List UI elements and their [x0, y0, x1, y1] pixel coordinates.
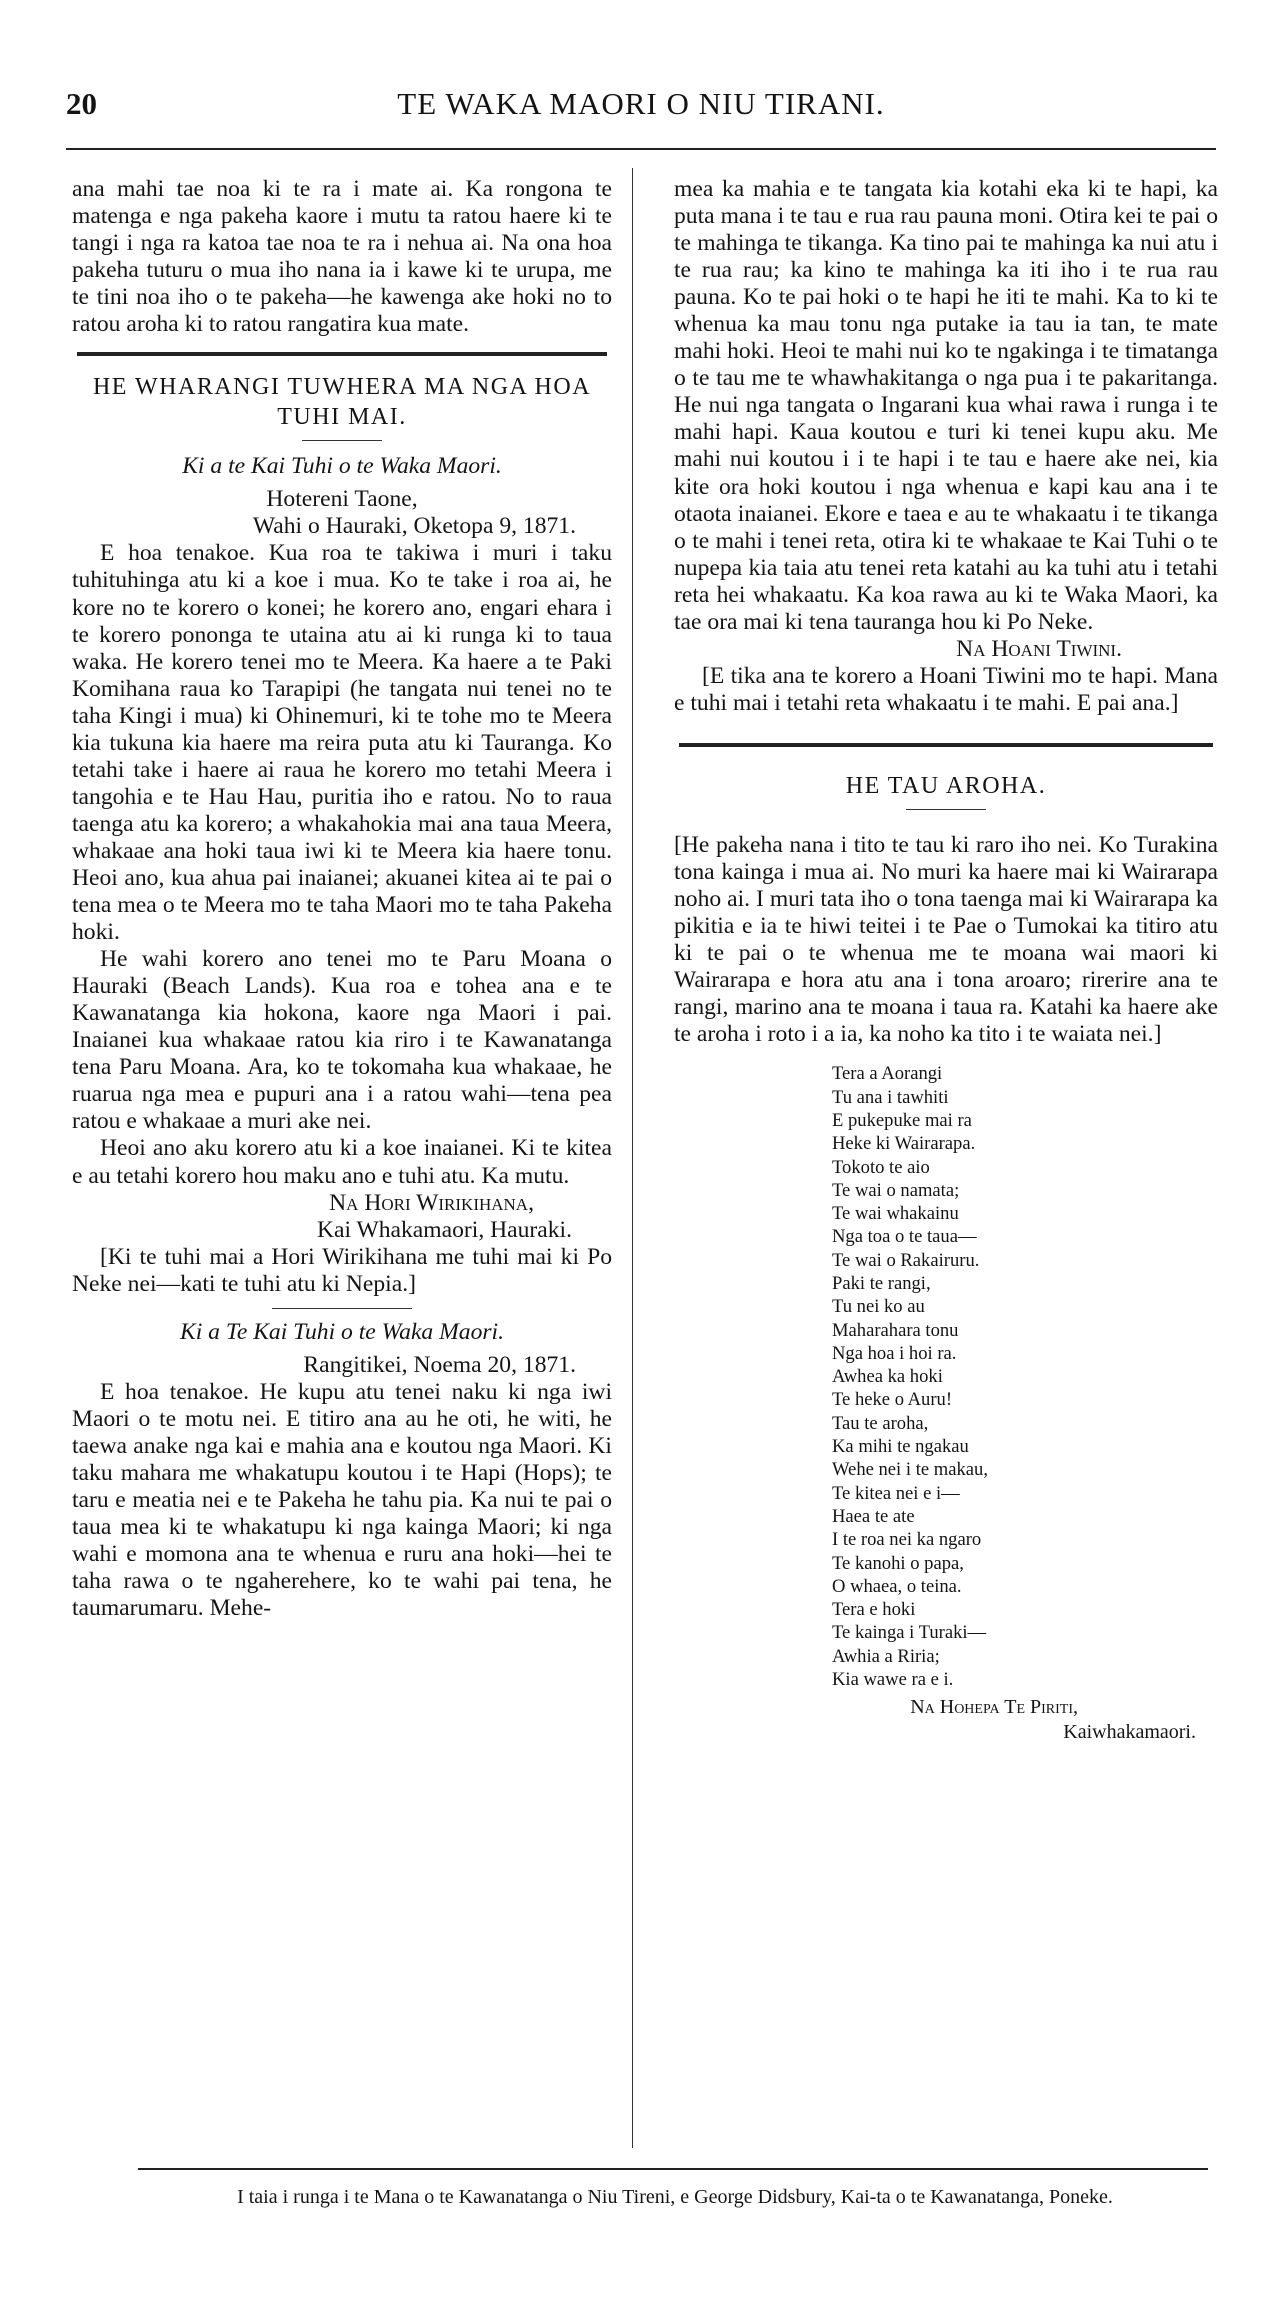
- poem-signature-title: Kaiwhakamaori.: [1063, 1721, 1196, 1744]
- poem-line: Tau te aroha,: [832, 1412, 929, 1434]
- imprint: I taia i runga i te Mana o te Kawanatanga o Niu Tireni, e George Didsbury, Kai-ta o te Kawanatanga, Poneke.: [237, 2186, 1113, 2208]
- poem-line: O whaea, o teina.: [832, 1575, 962, 1597]
- poem-line: I te roa nei ka ngaro: [832, 1529, 982, 1551]
- letter2-continuation: mea ka mahia e te tangata kia kotahi eka ki te hapi, ka puta mana i te tau e rua rau pauna moni. Otira kei te pai o te mahinga te tikanga. Ka tino pai te mahinga ka nui atu i te rua rau; ka kino te mahinga ka iti iho i te rua rau pauna. Ko te pai hoki o te hapi he iti te mahi. Ka to ki te whenua ka mau tonu nga putake ia tau ia tan, te mate mahi hoki. Heoi te mahi nui ko te ngakinga i te timatanga o te tau me te whawhakitanga o nga pua i te pakaritanga. He nui nga tangata o Ingarani kua whai rawa i runga i te mahi hapi. Kaua koutou e turi ki tenei kupu aku. Me mahi nui koutou i i te hapi i te tau e haere ake nei, kia kite ora hoki koutou i nga whenua e kapi kau ana i te otaota inaianei. Ekore e taea e au te whakaatu i te tikanga o te mahi i tenei reta, otira ki te whakaae te Kai Tuhi o te nupepa kia taia atu tenei reta katahi au ka tuhi atu i tetahi reta hei whakaatu. Ka koa rawa au ki te Waka Maori, ka tae ora mai ki tena tauranga hou ki Po Neke.: [674, 176, 1218, 635]
- letter1-editor-note: [Ki te tuhi mai a Hori Wirikihana me tuhi mai ki Po Neke nei—kati te tuhi atu ki Nepia.]: [72, 1243, 612, 1297]
- poem-line: Kia wawe ra e i.: [832, 1669, 954, 1691]
- poem-line: Tu ana i tawhiti: [832, 1086, 949, 1108]
- section-heading: HE WHARANGI TUWHERA MA NGA HOA TUHI MAI.: [92, 374, 592, 431]
- letter1-paragraph: Heoi ano aku korero atu ki a koe inaianei. Ki te kitea e au tetahi korero hou maku ano e tuhi atu. Ka mutu.: [72, 1135, 612, 1189]
- letter1-place: Hotereni Taone,: [266, 486, 418, 513]
- poem: [832, 1062, 1218, 1691]
- poem-line: Heke ki Wairarapa.: [832, 1133, 976, 1155]
- poem-intro: [He pakeha nana i tito te tau ki raro iho nei. Ko Turakina tona kainga i mua ai. No muri ka haere mai ki Wairarapa noho ai. I muri tata iho o tona taenga mai ki Wairarapa ka pikitia e ia te hiwi teitei i te Pae o Tumokai ka titiro atu ki te pai o te whenua me te moana wai maori ki Wairarapa e hora atu ana i tona aroaro; rirerire ana te rangi, marino ana te moana i taua ra. Katahi ka haere ake te aroha i roto i a ia, ka noho ka tito i te waiata nei.]: [674, 831, 1218, 1048]
- poem-line: Te kainga i Turaki—: [832, 1622, 987, 1644]
- letter1-salutation: Ki a te Kai Tuhi o te Waka Maori.: [182, 453, 502, 480]
- poem-line: Tera a Aorangi: [832, 1063, 943, 1085]
- poem-line: Te kitea nei e i—: [832, 1482, 960, 1504]
- right-column: [674, 176, 1218, 1745]
- poem-line: Awhia a Riria;: [832, 1645, 940, 1667]
- poem-line: Te wai o namata;: [832, 1179, 960, 1201]
- page-number: 20: [66, 86, 97, 121]
- poem-line: Te wai whakainu: [832, 1203, 959, 1225]
- poem-line: Te wai o Rakairuru.: [832, 1249, 980, 1271]
- poem-line: Te heke o Auru!: [832, 1389, 953, 1411]
- poem-line: Nga hoa i hoi ra.: [832, 1342, 957, 1364]
- poem-line: Maharahara tonu: [832, 1319, 959, 1341]
- poem-line: Haea te ate: [832, 1505, 915, 1527]
- poem-line: Nga toa o te taua—: [832, 1226, 977, 1248]
- letter1-signature-title: Kai Whakamaori, Hauraki.: [316, 1216, 572, 1243]
- intro-paragraph: ana mahi tae noa ki te ra i mate ai. Ka rongona te matenga e nga pakeha kaore i mutu ta ratou haere ki te tangi i nga ra katoa tae noa te ra i nehua ai. Na ona hoa pakeha tuturu o mua iho nana ia i kawe ki te urupa, me te tini noa iho o te pakeha—he kawenga ake hoki no to ratou aroha ki to ratou rangatira kua mate.: [72, 176, 612, 338]
- footer-rule: [138, 2168, 1208, 2170]
- short-rule: [906, 809, 986, 810]
- letter2-paragraph: E hoa tenakoe. He kupu atu tenei naku ki nga iwi Maori o te motu nei. E titiro ana au he oti, he witi, he taewa anake nga kai e mahia ana e koutou nga Maori. Ki taku mahara me whakatupu koutou i te Hapi (Hops); te taru e meatia nei e te Pakeha he tahu pia. Ka nui te pai o taua mea ki te whakatupu ki nga kainga Maori; ki nga wahi e momona ana te whenua e ruru ana hoki—hei te taha rawa o te ngaherehere, ko te wahi pai tena, he taumarumaru. Mehe-: [72, 1378, 612, 1622]
- poem-line: Te kanohi o papa,: [832, 1552, 964, 1574]
- letter1-dateline: Wahi o Hauraki, Oketopa 9, 1871.: [252, 513, 576, 540]
- column-divider: [632, 168, 633, 2148]
- poem-line: Tera e hoki: [832, 1599, 916, 1621]
- poem-line: Wehe nei i te makau,: [832, 1459, 988, 1481]
- poem-heading: HE TAU AROHA.: [845, 772, 1047, 799]
- poem-line: E pukepuke mai ra: [832, 1109, 972, 1131]
- letter1-paragraph: E hoa tenakoe. Kua roa te takiwa i muri i taku tuhituhinga atu ki a koe i mua. Ko te take i roa ai, he kore no te korero o konei; he korero ano, engari ehara i te korero pononga te utaina atu ai ki runga ki to taua waka. He korero tenei mo te Meera. Ka haere a te Paki Komihana raua ko Tarapipi (he tangata nui tenei no te taha Kingi i mua) ki Ohinemuri, ki te tohe mo te Meera kia tukuna kia haere ma reira puta atu ki Tauranga. Ko tetahi take i haere ai raua he korero mo tetahi Meera i tangohia e te Hau Hau, puritia iho e ratou. No to raua taenga atu ka korero; a whakahokia mai ana taua Meera, whakaae ana hoki taua iwi ki te Meera kia haere tonu. Heoi ano, kua ahua pai inaianei; akuanei kitea ai te pai o tena mea o te Meera mo te taha Maori mo te taha Pakeha hoki.: [72, 540, 612, 946]
- letter1-signature-name: Na Hori Wirikihana,: [329, 1189, 534, 1216]
- short-rule: [272, 1308, 412, 1309]
- poem-line: Paki te rangi,: [832, 1272, 931, 1294]
- poem-line: Tu nei ko au: [832, 1296, 925, 1318]
- poem-line: Tokoto te aio: [832, 1156, 930, 1178]
- newspaper-title: TE WAKA MAORI O NIU TIRANI.: [397, 86, 885, 121]
- section-rule: [77, 352, 606, 356]
- poem-line: Ka mihi te ngakau: [832, 1436, 969, 1458]
- header-rule: [66, 148, 1216, 150]
- letter2-salutation: Ki a Te Kai Tuhi o te Waka Maori.: [179, 1318, 505, 1345]
- letter2-editor-note: [E tika ana te korero a Hoani Tiwini mo te hapi. Mana e tuhi mai i tetahi reta whakaatu i te mahi. E pai ana.]: [674, 662, 1218, 716]
- poem-signature-name: Na Hohepa Te Piriti,: [910, 1696, 1078, 1719]
- letter2-dateline: Rangitikei, Noema 20, 1871.: [303, 1351, 576, 1378]
- section-rule: [679, 743, 1212, 747]
- letter2-signature: Na Hoani Tiwini.: [956, 635, 1122, 662]
- letter1-paragraph: He wahi korero ano tenei mo te Paru Moana o Hauraki (Beach Lands). Kua roa e tohea ana e te Kawanatanga kia hokona, kaore nga Maori i pai. Inaianei kua whakaae ratou kia riro i te Kawanatanga tena Paru Moana. Ara, ko te tokomaha kua whakaae, he ruarua nga mea e pupuri ana i a ratou wahi—tena pea ratou e whakaae a muri ake nei.: [72, 946, 612, 1135]
- left-column: [72, 176, 612, 1622]
- poem-line: Awhea ka hoki: [832, 1366, 943, 1388]
- page-header: [66, 86, 1216, 130]
- short-rule: [302, 440, 382, 441]
